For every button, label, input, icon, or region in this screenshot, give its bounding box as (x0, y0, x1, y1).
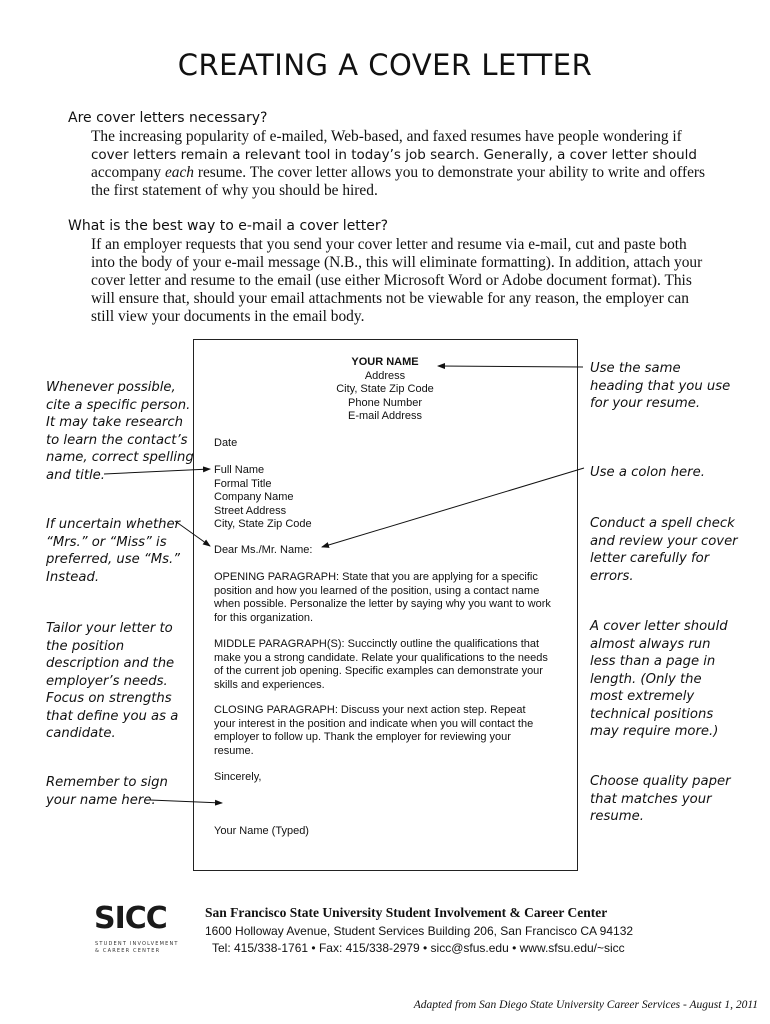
recipient-line: Full Name (214, 464, 265, 476)
note-line: Use a colon here. (590, 465, 705, 480)
paragraph-line: still view your documents in the email body. (91, 308, 365, 325)
note-line: preferred, use “Ms.” (46, 552, 181, 567)
arrow-colon (322, 468, 584, 547)
section-question: What is the best way to e-mail a cover letter? (68, 218, 389, 234)
letter-line: make you a strong candidate. Relate your qualifications to the needs (214, 651, 548, 664)
paragraph-line: will ensure that, should your email attachments not be viewable for any reason, the employer can (91, 290, 689, 307)
note-line: Remember to sign (46, 775, 168, 790)
note-line: heading that you use (590, 378, 731, 394)
note-line: Choose quality paper (590, 774, 731, 789)
note-line: for your resume. (590, 396, 701, 411)
note-line: that define you as a (46, 708, 179, 724)
note-line: errors. (590, 568, 634, 584)
note-line: the position (46, 638, 125, 654)
section-question: Are cover letters necessary? (68, 110, 268, 126)
note-line: to learn the contact’s (46, 432, 188, 448)
letter-salutation: Dear Ms./Mr. Name: (214, 544, 313, 556)
recipient-line: Formal Title (214, 477, 272, 490)
note-line: Tailor your letter to (46, 621, 173, 636)
letter-line: resume. (214, 744, 254, 757)
note-line: your name here. (46, 792, 156, 808)
logo-sub-line: & CAREER CENTER (95, 948, 161, 954)
page-title: CREATING A COVER LETTER (177, 48, 593, 82)
letter-line: of the current job opening. Specific examples can demonstrate your (214, 665, 543, 677)
note-line: length. (Only the (590, 671, 702, 687)
paragraph-line: the first statement of why you should be hired. (91, 182, 378, 199)
recipient-line: Company Name (214, 491, 294, 503)
note-line: “Mrs.” or “Miss” is (46, 534, 167, 550)
note-line: letter carefully for (590, 551, 710, 566)
letter-line: CLOSING PARAGRAPH: Discuss your next action step. Repeat (214, 704, 526, 716)
letter-your-name: YOUR NAME (351, 356, 419, 368)
note-line: Whenever possible, (46, 380, 176, 395)
footer-address: 1600 Holloway Avenue, Student Services Building 206, San Francisco CA 94132 (205, 924, 634, 938)
paragraph-line: cover letters remain a relevant tool in today’s job search. Generally, a cover letter should (91, 147, 697, 163)
note-line: Use the same (590, 361, 681, 376)
note-line: most extremely (590, 689, 695, 704)
paragraph-line: into the body of your e-mail message (N.B., this will eliminate formatting). In addition, attach your (91, 254, 703, 271)
letter-line: OPENING PARAGRAPH: State that you are applying for a specific (214, 571, 538, 583)
recipient-line: City, State Zip Code (214, 518, 312, 530)
letter-typed-name: Your Name (Typed) (214, 825, 309, 837)
letter-line: position and how you learned of the position, using a contact name (214, 584, 540, 597)
note-line: If uncertain whether (46, 517, 181, 532)
paragraph-line: accompany each resume. The cover letter allows you to demonstrate your ability to write and offers (91, 164, 706, 181)
paragraph-line: cover letter and resume to the email (use either Microsoft Word or Adobe document format). This (91, 272, 692, 289)
footer-adapted-credit: Adapted from San Diego State University Career Services - August 1, 2011 (413, 999, 758, 1011)
note-line: It may take research (46, 415, 184, 430)
letter-header-line: Phone Number (348, 396, 422, 409)
paragraph-line: If an employer requests that you send your cover letter and resume via e-mail, cut and paste both (91, 236, 687, 253)
footer-contact: Tel: 415/338-1761 • Fax: 415/338-2979 • sicc@sfus.edu • www.sfsu.edu/~sicc (212, 941, 625, 955)
recipient-line: Street Address (214, 504, 287, 517)
arrow-heading (438, 366, 583, 367)
note-line: Focus on strengths (46, 691, 172, 706)
arrow-salutation (175, 521, 210, 546)
footer-org: San Francisco State University Student Involvement & Career Center (205, 905, 608, 920)
note-line: and title. (46, 467, 105, 483)
note-line: Instead. (46, 569, 100, 585)
sicc-logo: SICC (94, 901, 167, 936)
note-line: description and the (46, 656, 175, 671)
logo-sub-line: STUDENT INVOLVEMENT (95, 941, 179, 947)
note-line: employer’s needs. (46, 673, 168, 689)
note-line: technical positions (590, 706, 714, 722)
letter-signoff: Sincerely, (214, 771, 262, 783)
letter-line: skills and experiences. (214, 678, 325, 691)
note-line: may require more.) (590, 724, 719, 739)
letter-line: MIDDLE PARAGRAPH(S): Succinctly outline the qualifications that (214, 638, 540, 650)
letter-line: when possible. Personalize the letter by saying why you want to work (214, 598, 551, 610)
note-line: name, correct spelling (46, 450, 194, 465)
letter-header-line: E-mail Address (348, 410, 422, 422)
note-line: and review your cover (590, 533, 738, 549)
arrow-contact (104, 469, 210, 474)
paragraph-line: The increasing popularity of e-mailed, Web-based, and faxed resumes have people wondering if (91, 128, 682, 145)
note-line: resume. (590, 809, 644, 824)
note-line: cite a specific person. (46, 397, 191, 413)
note-line: less than a page in (590, 654, 716, 669)
letter-line: your interest in the position and indicate when you will contact the (214, 717, 534, 730)
letter-date: Date (214, 437, 238, 449)
note-line: that matches your (590, 791, 712, 807)
letter-line: for this organization. (214, 611, 314, 624)
note-line: Conduct a spell check (590, 516, 735, 531)
letter-header-line: Address (364, 369, 406, 382)
sicc-logo-subtitle (95, 941, 179, 955)
note-line: candidate. (46, 726, 116, 741)
arrow-sign (150, 800, 222, 803)
letter-line: employer to follow up. Thank the employer for reviewing your (214, 731, 511, 743)
note-line: A cover letter should (590, 619, 728, 634)
note-line: almost always run (590, 636, 711, 652)
letter-header-line: City, State Zip Code (336, 383, 434, 395)
